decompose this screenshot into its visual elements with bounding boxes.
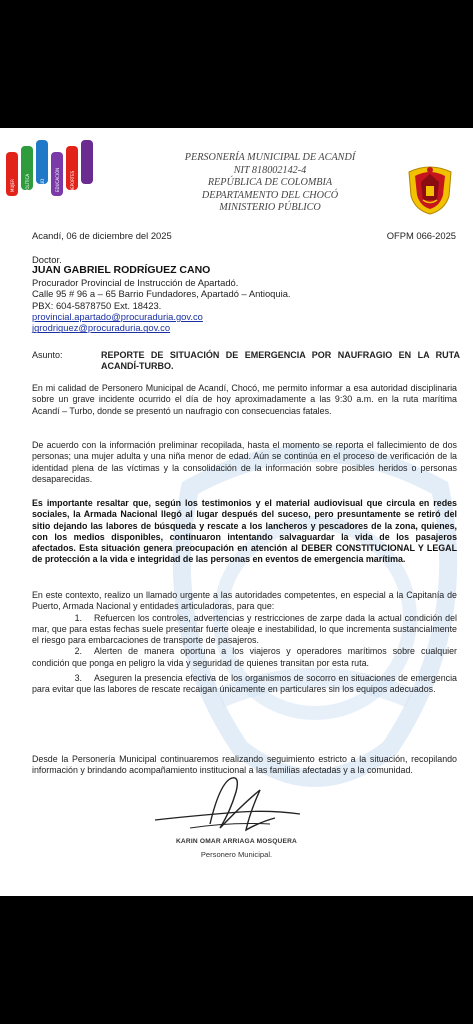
letterhead-line: NIT 818002142-4 [233,164,307,176]
hand-shape [36,140,48,184]
paragraph-intro: En mi calidad de Personero Municipal de Acandí, Chocó, me permito informar a esa autoridad disciplinaria sobre un grave incidente ocurrido el día de hoy aproximadamente a las 9:30 a.m. en la ruta marítima Acandí – Turbo, donde se presentó un naufragio con consecuencias fatales. [32,383,457,416]
hand-word: EDUCACIÓN [55,167,60,192]
requests-intro: En este contexto, realizo un llamado urgente a las autoridades competentes, en especial a la Capitanía de Puerto, Armada Nacional y entidades articuladoras, para que: [32,590,457,612]
hand-word: MUJER [10,179,15,192]
place-date: Acandí, 06 de diciembre del 2025 [32,230,172,241]
signature-icon [150,772,325,842]
list-item [32,646,457,669]
letterhead [150,152,390,215]
paragraph-navy: Es importante resaltar que, según los testimonios y el material audiovisual que circula en redes sociales, la Armada Nacional llegó al lugar después del suceso, pero presuntamente se retiró del sitio dejando las labores de búsqueda y rescate a los lancheros y pescadores de la zona, quienes, con los medios disponibles, continuaron intentando salvaguardar la vida de los pasajeros afectados. Esta situación genera preocupación en atención al DEBER CONSTITUCIONAL Y LEGAL de protección a la vida e integridad de las personas en eventos de emergencia marítima. [32,498,457,565]
paragraph-requests [32,590,457,696]
salutation: Doctor. [32,254,62,265]
recipient-title: Procurador Provincial de Instrucción de Apartadó. [32,276,239,288]
reference-number: OFPM 066-2025 [386,230,456,241]
hand-word: DEPORTES [70,170,75,192]
letterhead-line: MINISTERIO PÚBLICO [219,202,321,214]
list-number: 3. [74,673,82,684]
list-item [32,613,457,647]
paragraph-closing: Desde la Personería Municipal continuaremos realizando seguimiento estricto a la situación, recopilando información y brindando acompañamiento institucional a las familias afectadas y a la comunidad. [32,754,457,776]
subject-text: REPORTE DE SITUACIÓN DE EMERGENCIA POR NAUFRAGIO EN LA RUTA ACANDÍ-TURBO. [101,350,460,372]
recipient-block [32,254,452,334]
recipient-phone: PBX: 604-5878750 Ext. 18423. [32,299,162,311]
recipient-address: Calle 95 # 96 a – 65 Barrio Fundadores, Apartadó – Antioquia. [32,288,291,300]
email-link-1[interactable]: provincial.apartado@procuraduria.gov.co [32,311,203,323]
letterhead-line: PERSONERÍA MUNICIPAL DE ACANDÍ [184,152,356,163]
list-number: 2. [74,646,82,657]
hands-logo-icon [0,130,100,196]
hand-word: SALUD [40,178,45,192]
email-link-2[interactable]: jgrodriguez@procuraduria.gov.co [32,322,171,334]
hand-shape [81,140,93,184]
list-text: Alerten de manera oportuna a los viajeros y operadores marítimos sobre cualquier condición que ponga en peligro la vida y seguridad de quienes transitan por esta ruta. [32,646,457,668]
letterhead-line: REPÚBLICA DE COLOMBIA [207,177,333,189]
list-text: Refuercen los controles, advertencias y restricciones de zarpe dada la actual condición del mar, que para estas fechas suele presentar fuerte oleaje e inestabilidad, lo que incrementa sustancialmente el riesgo para embarcaciones de transporte de pasajeros. [32,612,457,646]
municipal-seal-icon [401,158,459,216]
list-text: Aseguren la presencia efectiva de los organismos de socorro en situaciones de emergencia para evitar que las labores de rescate recaigan únicamente en particulares sin los equipos adecuados. [32,673,457,695]
hand-word: PAZ [85,184,90,192]
signer-name: KARIN OMAR ARRIAGA MOSQUERA [175,838,298,845]
recipient-name: JUAN GABRIEL RODRÍGUEZ CANO [32,264,211,277]
list-number: 1. [74,612,82,623]
signer-role: Personero Municipal. [200,850,273,859]
hand-word: POLÍTICA [25,173,30,192]
subject-label: Asunto: [32,350,63,360]
letterhead-line: DEPARTAMENTO DEL CHOCÓ [201,189,339,201]
paragraph-victims: De acuerdo con la información preliminar recopilada, hasta el momento se reporta el fallecimiento de dos personas; una mujer adulta y una niña menor de edad. Aún se continúa en el proceso de verificación de la identidad plena de las víctimas y la consolidación de la información sobre posibles heridos o personas desaparecidas. [32,440,457,484]
list-item [32,673,457,696]
document-page [0,128,473,896]
